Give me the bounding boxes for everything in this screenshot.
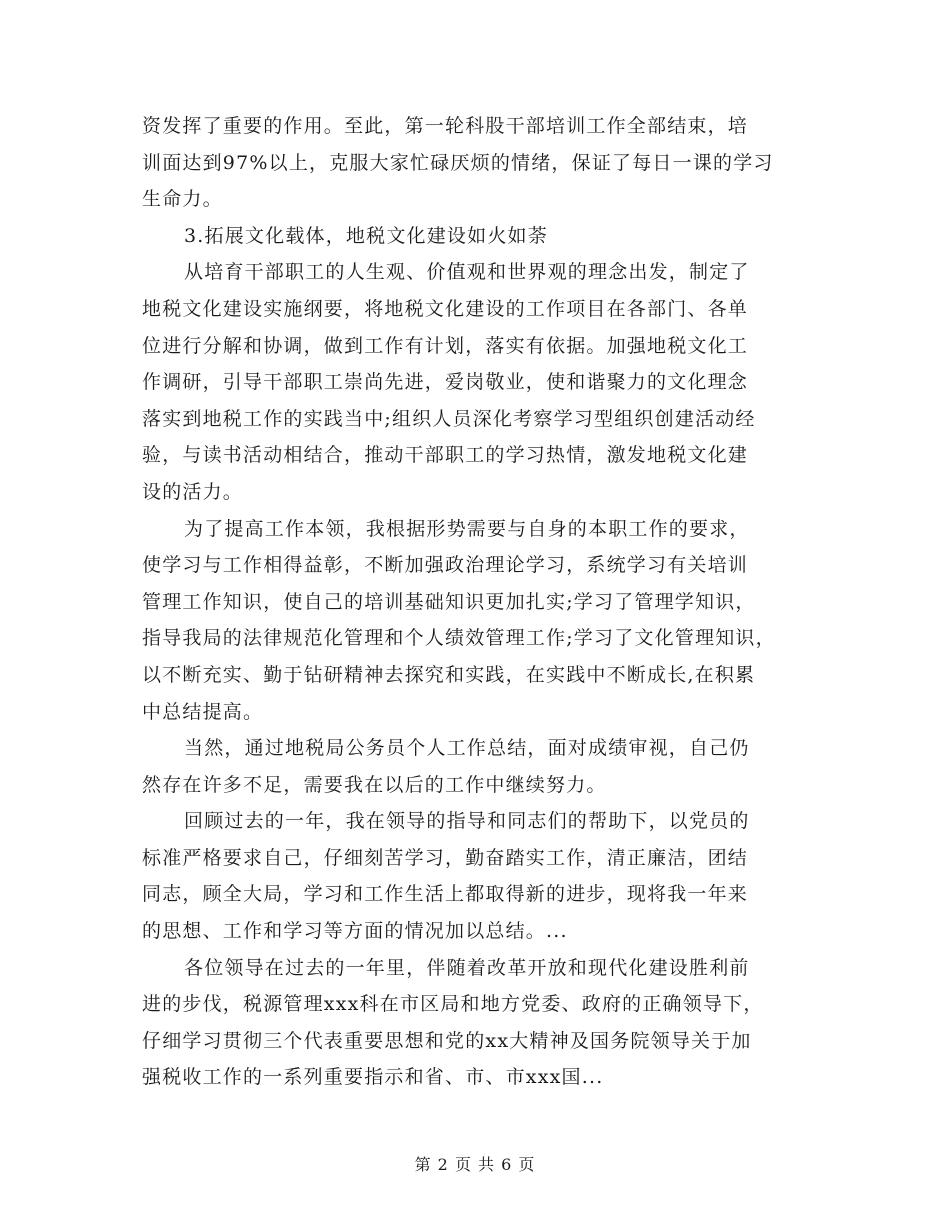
- text-line: 使学习与工作相得益彰，不断加强政治理论学习，系统学习有关培训: [142, 554, 749, 577]
- text-line: 各位领导在过去的一年里，伴随着改革开放和现代化建设胜利前: [184, 956, 750, 979]
- document-body: [142, 108, 812, 1096]
- text-line: 落实到地税工作的实践当中;组织人员深化考察学习型组织创建活动经: [142, 407, 756, 430]
- text-line: 资发挥了重要的作用。至此，第一轮科股干部培训工作全部结束，培: [142, 115, 749, 137]
- text-line: 验，与读书活动相结合，推动干部职工的学习热情，激发地税文化建: [142, 444, 749, 467]
- section-heading: 3.拓展文化载体，地税文化建设如火如荼: [184, 224, 548, 247]
- text-line: 以不断充实、勤于钻研精神去探究和实践，在实践中不断成长,在积累: [142, 663, 756, 686]
- text-line: 进的步伐，税源管理xxx科在市区局和地方党委、政府的正确领导下，: [142, 993, 764, 1016]
- text-line: 的思想、工作和学习等方面的情况加以总结。...: [142, 920, 568, 943]
- text-line: 强税收工作的一系列重要指示和省、市、市xxx国...: [142, 1066, 604, 1089]
- text-line: 同志，顾全大局，学习和工作生活上都取得新的进步，现将我一年来: [142, 883, 749, 906]
- text-line: 管理工作知识，使自己的培训基础知识更加扎实;学习了管理学知识，: [142, 590, 756, 613]
- text-line: 回顾过去的一年，我在领导的指导和同志们的帮助下，以党员的: [184, 810, 750, 833]
- text-line: 仔细学习贯彻三个代表重要思想和党的xx大精神及国务院领导关于加: [142, 1029, 752, 1052]
- text-line: 设的活力。: [142, 480, 244, 503]
- text-line: 中总结提高。: [142, 700, 264, 723]
- text-line: 位进行分解和协调，做到工作有计划，落实有依据。加强地税文化工: [142, 334, 749, 357]
- text-line: 训面达到97%以上，克服大家忙碌厌烦的情绪，保证了每日一课的学习: [142, 151, 774, 174]
- text-line: 然存在许多不足，需要我在以后的工作中继续努力。: [142, 773, 607, 796]
- text-line: 为了提高工作本领，我根据形势需要与自身的本职工作的要求，: [184, 517, 750, 540]
- text-line: 从培育干部职工的人生观、价值观和世界观的理念出发，制定了: [184, 261, 750, 284]
- text-line: 当然，通过地税局公务员个人工作总结，面对成绩审视，自己仍: [184, 737, 750, 760]
- page-number: 第 2 页 共 6 页: [414, 1155, 536, 1174]
- text-line: 标准严格要求自己，仔细刻苦学习，勤奋踏实工作，清正廉洁，团结: [142, 846, 749, 869]
- text-line: 地税文化建设实施纲要，将地税文化建设的工作项目在各部门、各单: [142, 297, 749, 320]
- text-line: 作调研，引导干部职工崇尚先进，爱岗敬业，使和谐聚力的文化理念: [142, 371, 749, 394]
- text-line: 生命力。: [142, 188, 223, 211]
- text-line: 指导我局的法律规范化管理和个人绩效管理工作;学习了文化管理知识，: [142, 627, 776, 650]
